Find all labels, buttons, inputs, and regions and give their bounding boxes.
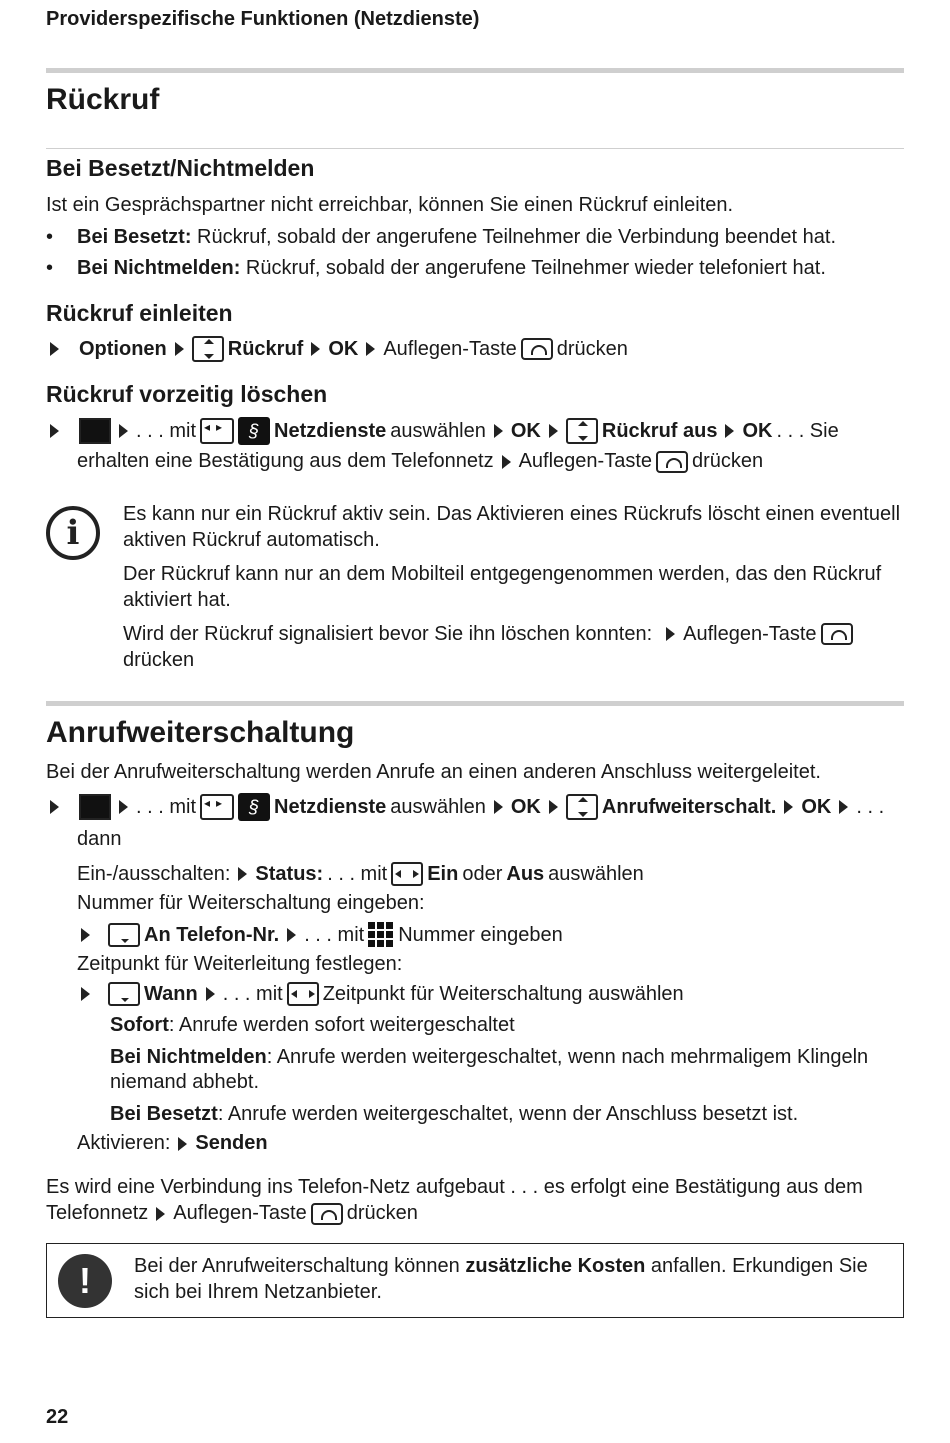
info-note-3 — [123, 621, 903, 673]
top-rule — [46, 68, 904, 73]
step-auswaehlen: auswählen — [548, 862, 644, 885]
step-auflegen: Auflegen-Taste — [518, 450, 653, 472]
outro-2 — [46, 1202, 418, 1225]
sofort-desc — [110, 1014, 515, 1037]
select-key-icon — [108, 923, 140, 947]
sofort-text: : Anrufe werden sofort weitergeschaltet — [168, 1014, 515, 1036]
step-sie: . . . Sie — [776, 419, 839, 442]
loeschen-steps-2 — [77, 450, 763, 473]
select-key-icon — [108, 982, 140, 1006]
step-mit: . . . mit — [304, 923, 365, 946]
navigation-key-icon — [200, 418, 234, 444]
outro-1: Es wird eine Verbindung ins Telefon-Netz aufgebaut . . . es erfolgt eine Bestätigung aus dem — [46, 1176, 863, 1198]
besetzt-text: : Anrufe werden weitergeschaltet, wenn der Anschluss besetzt ist. — [217, 1103, 799, 1125]
menu-key-icon — [79, 418, 111, 444]
nichtmelden-desc — [110, 1046, 868, 1069]
warning-text-a: Bei der Anrufweiterschaltung können — [134, 1255, 466, 1277]
end-call-key-icon — [656, 451, 688, 473]
step-druecken: drücken — [556, 337, 628, 360]
navigation-key-icon — [192, 336, 224, 362]
nummer-line — [77, 922, 563, 948]
zeitpunkt-line — [77, 982, 684, 1006]
step-druecken: drücken — [692, 450, 764, 472]
text-oder: oder — [462, 862, 503, 885]
step-arrow-icon — [502, 455, 511, 469]
step-ok-2: OK — [742, 419, 773, 442]
step-rueckruf-aus: Rückruf aus — [601, 419, 718, 442]
info-icon: i — [46, 506, 100, 560]
info-note-3-auflegen: Auflegen-Taste — [683, 623, 817, 645]
step-arrow-icon — [175, 342, 184, 356]
ein-aus-label: Ein-/ausschalten: — [77, 862, 231, 885]
info-note-3-druecken: drücken — [123, 649, 195, 671]
step-arrow-icon — [50, 424, 59, 438]
netzdienste-icon: § — [238, 417, 270, 445]
step-netzdienste: Netzdienste — [274, 419, 387, 442]
step-ellipsis: . . . — [856, 795, 885, 818]
menu-key-icon — [79, 794, 111, 820]
navigation-key-icon — [200, 794, 234, 820]
outro-druecken: drücken — [346, 1202, 418, 1224]
step-mit: . . . mit — [136, 419, 196, 442]
option-senden: Senden — [195, 1132, 268, 1154]
bullet-besetzt-label: Bei Besetzt: — [77, 226, 192, 248]
navigation-key-icon — [566, 418, 598, 444]
step-arrow-icon — [494, 800, 503, 814]
step-arrow-icon — [81, 987, 90, 1001]
status-label: Status: — [255, 862, 324, 885]
outro-auflegen: Auflegen-Taste — [173, 1202, 307, 1224]
einleiten-steps — [46, 336, 628, 362]
loeschen-steps — [46, 417, 839, 445]
step-arrow-icon — [311, 342, 320, 356]
running-head: Providerspezifische Funktionen (Netzdienste) — [46, 8, 480, 30]
step-auswaehlen: auswählen — [390, 795, 486, 818]
info-note-3-text: Wird der Rückruf signalisiert bevor Sie ihn löschen konnten: — [123, 623, 653, 645]
navigation-key-icon — [566, 794, 598, 820]
zeitpunkt-auswaehlen: Zeitpunkt für Weiterschaltung auswählen — [322, 982, 684, 1005]
warning-icon: ! — [58, 1254, 112, 1308]
bullet-nichtmelden-text: Rückruf, sobald der angerufene Teilnehmer wieder telefoniert hat. — [240, 257, 826, 279]
end-call-key-icon — [821, 623, 853, 645]
step-mit: . . . mit — [327, 862, 388, 885]
step-arrow-icon — [287, 928, 296, 942]
step-ok: OK — [510, 419, 541, 442]
step-arrow-icon — [666, 627, 675, 641]
sofort-label: Sofort — [110, 1014, 169, 1036]
end-call-key-icon — [521, 338, 553, 360]
nichtmelden-label: Bei Nichtmelden — [110, 1046, 267, 1068]
warning-text-b: zusätzliche Kosten — [465, 1255, 646, 1277]
step-arrow-icon — [725, 424, 734, 438]
nichtmelden-text: : Anrufe werden weitergeschaltet, wenn nach mehrmaligem Klingeln — [266, 1046, 869, 1068]
step-bestaetigung: erhalten eine Bestätigung aus dem Telefonnetz — [77, 450, 494, 472]
weiterschaltung-steps — [46, 793, 884, 821]
step-rueckruf: Rückruf — [227, 337, 304, 360]
warning-text — [134, 1253, 868, 1305]
step-arrow-icon — [549, 800, 558, 814]
step-anrufweiterschalt: Anrufweiterschalt. — [601, 795, 777, 818]
step-arrow-icon — [50, 342, 59, 356]
end-call-key-icon — [311, 1203, 343, 1225]
step-arrow-icon — [50, 800, 59, 814]
step-arrow-icon — [81, 928, 90, 942]
section-rule — [46, 148, 904, 149]
nichtmelden-desc-2: niemand abhebt. — [110, 1071, 260, 1093]
info-note-2: Der Rückruf kann nur an dem Mobilteil entgegengenommen werden, das den Rückruf aktiviert hat. — [123, 563, 882, 611]
page-number: 22 — [46, 1406, 69, 1428]
step-arrow-icon — [549, 424, 558, 438]
step-ok: OK — [328, 337, 359, 360]
besetzt-label: Bei Besetzt — [110, 1103, 218, 1125]
zeitpunkt-label: Zeitpunkt für Weiterleitung festlegen: — [77, 953, 403, 975]
option-aus: Aus — [506, 862, 545, 885]
besetzt-heading: Bei Besetzt/Nichtmelden — [46, 155, 315, 181]
info-note-1: Es kann nur ein Rückruf aktiv sein. Das Aktivieren eines Rückrufs löscht einen eventuell aktiven Rückruf automatisch. — [123, 503, 901, 551]
step-arrow-icon — [238, 867, 247, 881]
step-arrow-icon — [119, 800, 128, 814]
warning-text-d: sich bei Ihrem Netzanbieter. — [134, 1281, 382, 1303]
weiterschaltung-intro: Bei der Anrufweiterschaltung werden Anrufe an einen anderen Anschluss weitergeleitet. — [46, 761, 821, 783]
rueckruf-heading: Rückruf — [46, 83, 160, 116]
step-arrow-icon — [494, 424, 503, 438]
outro-telefonnetz: Telefonnetz — [46, 1202, 149, 1224]
step-arrow-icon — [156, 1207, 165, 1221]
left-right-key-icon — [287, 982, 319, 1006]
step-ok: OK — [510, 795, 541, 818]
step-arrow-icon — [366, 342, 375, 356]
bullet-nichtmelden-label: Bei Nichtmelden: — [77, 257, 241, 279]
option-an-telefon: An Telefon-Nr. — [144, 923, 280, 946]
nummer-label: Nummer für Weiterschaltung eingeben: — [77, 892, 425, 914]
step-auswaehlen: auswählen — [390, 419, 486, 442]
step-netzdienste: Netzdienste — [274, 795, 387, 818]
step-auflegen: Auflegen-Taste — [383, 337, 517, 360]
loeschen-heading: Rückruf vorzeitig löschen — [46, 381, 328, 407]
keypad-icon — [368, 922, 394, 948]
weiterschaltung-heading: Anrufweiterschaltung — [46, 716, 355, 749]
option-wann: Wann — [144, 982, 198, 1005]
besetzt-intro: Ist ein Gesprächspartner nicht erreichbar, können Sie einen Rückruf einleiten. — [46, 194, 734, 216]
step-mit: . . . mit — [222, 982, 283, 1005]
step-arrow-icon — [839, 800, 848, 814]
step-ok-2: OK — [801, 795, 832, 818]
besetzt-desc — [110, 1103, 798, 1126]
bullet-besetzt-text: Rückruf, sobald der angerufene Teilnehmer die Verbindung beendet hat. — [191, 226, 837, 248]
step-arrow-icon — [784, 800, 793, 814]
aktivieren-label: Aktivieren: — [77, 1132, 171, 1154]
nummer-eingeben: Nummer eingeben — [398, 923, 563, 946]
step-mit: . . . mit — [136, 795, 196, 818]
einleiten-heading: Rückruf einleiten — [46, 300, 233, 326]
section-rule-2 — [46, 701, 904, 706]
aktivieren-line — [77, 1132, 268, 1155]
step-dann: dann — [77, 828, 122, 850]
ein-aus-line — [77, 862, 644, 886]
option-ein: Ein — [427, 862, 459, 885]
step-optionen: Optionen — [79, 337, 167, 360]
step-arrow-icon — [206, 987, 215, 1001]
step-arrow-icon — [178, 1137, 187, 1151]
netzdienste-icon: § — [238, 793, 270, 821]
left-right-key-icon — [391, 862, 423, 886]
warning-text-c: anfallen. Erkundigen Sie — [645, 1255, 868, 1277]
step-arrow-icon — [119, 424, 128, 438]
